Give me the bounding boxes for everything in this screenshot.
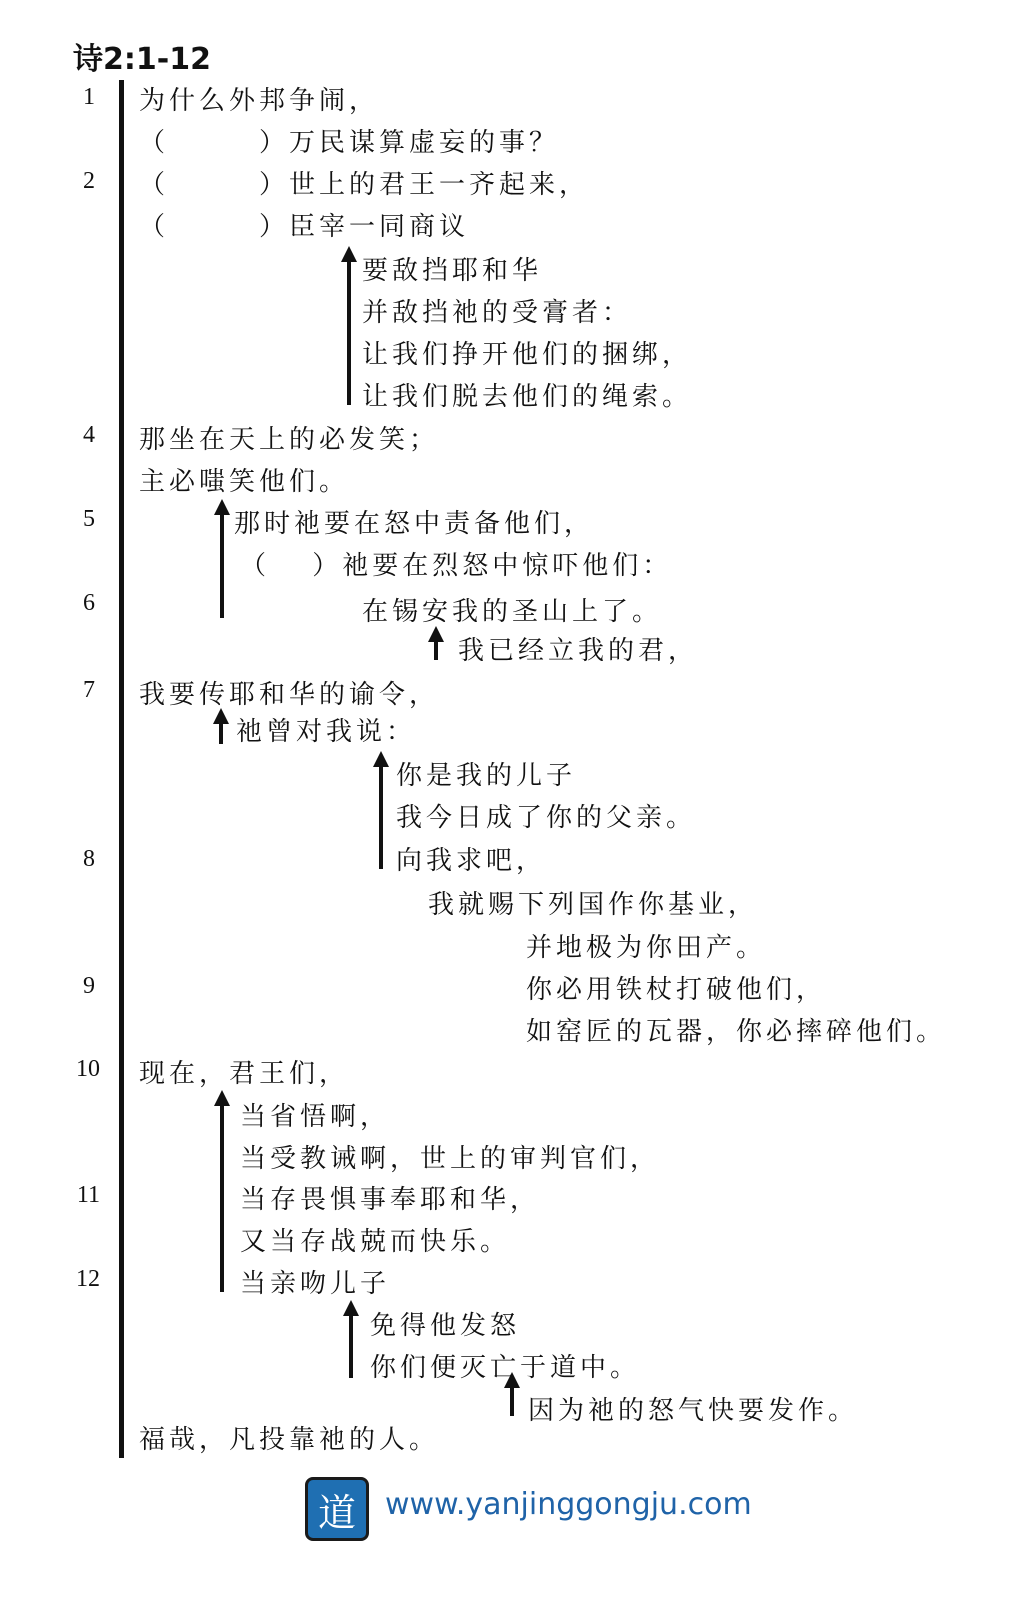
text-line: 我已经立我的君， — [458, 636, 699, 666]
text-line: 在锡安我的圣山上了。 — [362, 597, 663, 627]
website-link[interactable]: www.yanjinggongju.com — [385, 1487, 752, 1522]
text-line: （ ）祂要在烈怒中惊吓他们： — [240, 551, 673, 581]
text-line: （ ）万民谋算虚妄的事？ — [139, 128, 560, 158]
text-line: 那时祂要在怒中责备他们， — [234, 509, 595, 539]
text-line: 福哉，凡投靠祂的人。 — [139, 1425, 440, 1455]
text-line: 并地极为你田产。 — [526, 933, 767, 963]
text-line: 祂曾对我说： — [236, 717, 417, 747]
text-line: 你是我的儿子 — [396, 761, 577, 791]
text-line: 你们便灭亡于道中。 — [370, 1353, 641, 1383]
verse-number: 8 — [83, 846, 95, 872]
text-line: 并敌挡祂的受膏者： — [362, 298, 633, 328]
text-line: 又当存战兢而快乐。 — [240, 1227, 511, 1257]
text-line: （ ）世上的君王一齐起来， — [139, 170, 590, 200]
text-line: 那坐在天上的必发笑； — [139, 425, 440, 455]
text-line: 要敌挡耶和华 — [362, 256, 543, 286]
up-arrow-icon — [349, 1314, 353, 1378]
text-line: 向我求吧， — [396, 846, 547, 876]
text-line: 因为祂的怒气快要发作。 — [528, 1396, 859, 1426]
text-line: 我就赐下列国作你基业， — [428, 890, 759, 920]
verse-number: 2 — [83, 168, 95, 194]
text-line: 让我们挣开他们的捆绑， — [362, 340, 693, 370]
verse-number: 5 — [83, 506, 95, 532]
up-arrow-icon — [220, 1104, 224, 1292]
verse-number: 9 — [83, 973, 95, 999]
text-line: 让我们脱去他们的绳索。 — [362, 382, 693, 412]
up-arrow-icon — [379, 765, 383, 869]
verse-number: 6 — [83, 590, 95, 616]
up-arrow-icon — [347, 260, 351, 405]
verse-number: 4 — [83, 422, 95, 448]
text-line: （ ）臣宰一同商议 — [139, 212, 470, 242]
verse-number: 1 — [83, 84, 95, 110]
verse-number: 12 — [76, 1266, 100, 1292]
text-line: 你必用铁杖打破他们， — [526, 975, 827, 1005]
up-arrow-icon — [510, 1386, 514, 1416]
verse-number: 11 — [76, 1182, 100, 1208]
up-arrow-icon — [220, 513, 224, 618]
page-title: 诗2:1-12 — [73, 42, 211, 77]
verse-number: 10 — [76, 1056, 100, 1082]
text-line: 我今日成了你的父亲。 — [396, 803, 697, 833]
text-line: 现在，君王们， — [139, 1059, 350, 1089]
up-arrow-icon — [434, 640, 438, 660]
text-line: 当存畏惧事奉耶和华， — [240, 1185, 541, 1215]
text-line: 为什么外邦争闹， — [139, 86, 380, 116]
text-line: 主必嗤笑他们。 — [139, 467, 350, 497]
text-line: 免得他发怒 — [370, 1311, 521, 1341]
dao-logo-icon: 道 — [305, 1477, 369, 1541]
up-arrow-icon — [219, 722, 223, 744]
main-structure-bar — [119, 80, 124, 1458]
text-line: 当亲吻儿子 — [240, 1269, 391, 1299]
text-line: 当受教诫啊，世上的审判官们， — [240, 1144, 661, 1174]
text-line: 当省悟啊， — [240, 1102, 391, 1132]
text-line: 我要传耶和华的谕令， — [139, 680, 440, 710]
verse-number: 7 — [83, 677, 95, 703]
text-line: 如窑匠的瓦器，你必摔碎他们。 — [526, 1017, 947, 1047]
